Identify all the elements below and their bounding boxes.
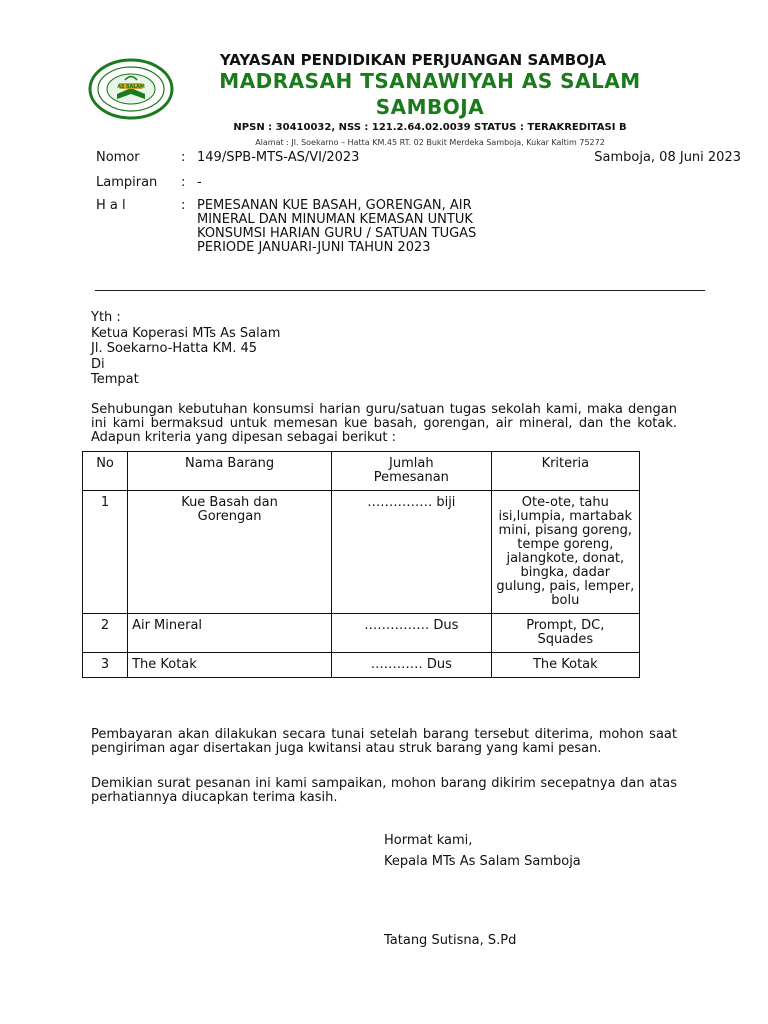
recipient-line: Tempat	[91, 372, 139, 387]
lampiran-colon: :	[181, 175, 186, 190]
recipient-line: Di	[91, 356, 105, 372]
intro-paragraph: Sehubungan kebutuhan konsumsi harian guru/satuan tugas sekolah kami, maka dengan ini kami bermaksud untuk memesan kue basah, gorengan, air mineral, dan the kotak. Adapun kriteria yang dipesan sebagai berikut :	[91, 402, 677, 445]
hal-colon: :	[181, 198, 186, 213]
table-row	[83, 614, 640, 653]
recipient-line: Jl. Soekarno-Hatta KM. 45	[91, 341, 258, 356]
recipient-block	[91, 310, 280, 388]
row-quantity: …………… biji	[332, 491, 492, 614]
school-name-line1: MADRASAH TSANAWIYAH AS SALAM	[219, 69, 641, 93]
subject-line: MINERAL DAN MINUMAN KEMASAN UNTUK	[197, 212, 473, 227]
recipient-line: Ketua Koperasi MTs As Salam	[91, 325, 281, 341]
header-quantity: Jumlah Pemesanan	[332, 452, 492, 491]
row-no: 1	[83, 491, 128, 614]
nomor-value: 149/SPB-MTS-AS/VI/2023	[197, 150, 360, 165]
header-no: No	[83, 452, 128, 491]
row-quantity: ………… Dus	[332, 653, 492, 678]
subject-text	[197, 199, 557, 255]
recipient-line: Yth :	[91, 310, 121, 325]
school-address: Alamat : Jl. Soekarno – Hatta KM.45 RT. 02 Bukit Merdeka Samboja, Kukar Kaltim 75272	[255, 138, 605, 147]
regards-text: Hormat kami,	[384, 833, 473, 848]
signature-block	[384, 830, 581, 872]
signer-name: Tatang Sutisna, S.Pd	[384, 933, 517, 948]
hal-label: H a l	[96, 198, 126, 213]
payment-paragraph: Pembayaran akan dilakukan secara tunai setelah barang tersebut diterima, mohon saat pengiriman agar disertakan juga kwitansi atau struk barang yang kami pesan.	[91, 727, 677, 756]
header-criteria: Kriteria	[491, 452, 639, 491]
signer-title: Kepala MTs As Salam Samboja	[384, 854, 581, 869]
header-item-name: Nama Barang	[128, 452, 332, 491]
table-row	[83, 491, 640, 614]
row-no: 3	[83, 653, 128, 678]
row-quantity: …………… Dus	[332, 614, 492, 653]
row-criteria: The Kotak	[491, 653, 639, 678]
table-header-row	[83, 452, 640, 491]
row-criteria: Ote-ote, tahu isi,lumpia, martabak mini, pisang goreng, tempe goreng, jalangkote, donat, bingka, dadar gulung, pais, lemper, bolu	[491, 491, 639, 614]
nomor-colon: :	[181, 150, 186, 165]
subject-line: PEMESANAN KUE BASAH, GORENGAN, AIR	[197, 198, 472, 213]
svg-text:AS SALAM: AS SALAM	[117, 85, 145, 90]
school-name-line2: SAMBOJA	[375, 95, 485, 119]
divider-line	[95, 290, 705, 291]
subject-line: PERIODE JANUARI-JUNI TAHUN 2023	[197, 240, 431, 255]
row-item-name: The Kotak	[128, 653, 332, 678]
school-name	[180, 68, 680, 120]
row-item-name: Air Mineral	[128, 614, 332, 653]
lampiran-value: -	[197, 175, 202, 190]
letter-date: Samboja, 08 Juni 2023	[594, 150, 741, 165]
registration-info: NPSN : 30410032, NSS : 121.2.64.02.0039 STATUS : TERAKREDITASI B	[233, 122, 627, 133]
foundation-name: YAYASAN PENDIDIKAN PERJUANGAN SAMBOJA	[219, 51, 607, 69]
row-criteria: Prompt, DC, Squades	[491, 614, 639, 653]
school-logo-icon	[88, 58, 174, 120]
row-no: 2	[83, 614, 128, 653]
lampiran-label: Lampiran	[96, 175, 158, 190]
nomor-label: Nomor	[96, 150, 140, 165]
table-row	[83, 653, 640, 678]
subject-line: KONSUMSI HARIAN GURU / SATUAN TUGAS	[197, 226, 477, 241]
row-item-name: Kue Basah dan Gorengan	[128, 491, 332, 614]
order-table	[82, 451, 640, 678]
closing-paragraph: Demikian surat pesanan ini kami sampaikan, mohon barang dikirim secepatnya dan atas perhatiannya diucapkan terima kasih.	[91, 776, 677, 805]
